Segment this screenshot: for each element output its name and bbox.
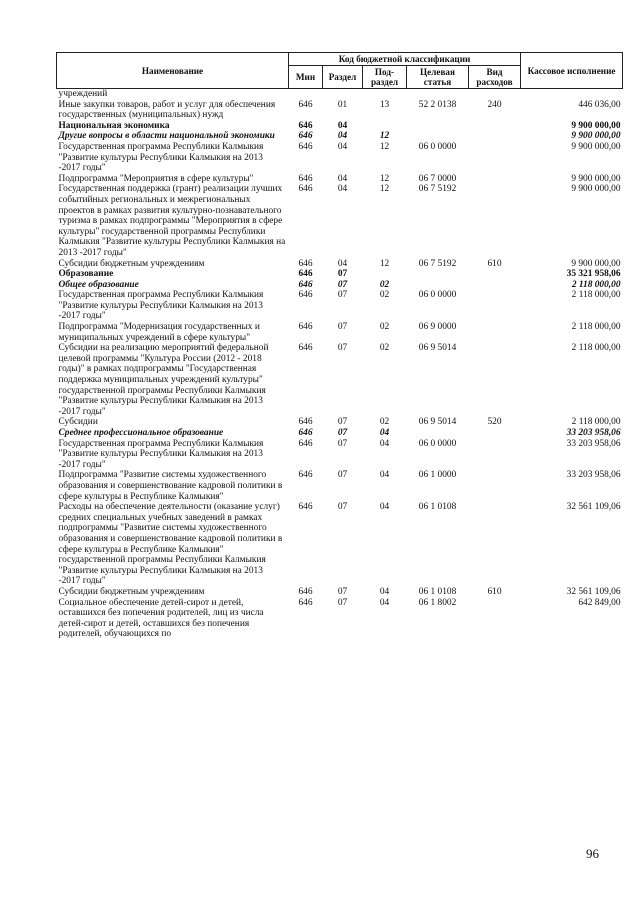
row-target: 06 9 0000	[418, 322, 457, 333]
table-row	[57, 417, 623, 428]
row-podrazdel: 12	[379, 131, 390, 142]
row-vid	[469, 184, 521, 258]
row-target: 06 1 0108	[418, 586, 457, 597]
row-razdel: 04	[337, 173, 348, 184]
row-name: Государственная поддержка (грант) реализации лучших событийных региональных и межрегиональных проектов в рамках развития культурно-познавательного туризма в рамках подпрограммы "Мероприятия в сфере культуры" государственной программы Республики Калмыкия "Развитие культуры Республики Калмыкия на 2013 -2017 годы"	[58, 184, 286, 258]
row-podrazdel: 13	[379, 99, 390, 110]
row-podrazdel: 12	[379, 258, 390, 269]
row-amount: 9 900 000,00	[571, 141, 621, 152]
row-vid: 240	[487, 99, 502, 110]
row-podrazdel: 04	[379, 470, 390, 481]
row-min: 646	[298, 120, 313, 131]
header-target: Целевая статья	[407, 66, 469, 89]
row-razdel: 07	[337, 597, 348, 608]
row-razdel: 04	[337, 184, 348, 195]
row-vid	[469, 439, 521, 471]
table-body	[57, 89, 623, 640]
row-name: Субсидии	[58, 417, 98, 428]
row-target	[407, 428, 469, 439]
row-name: Субсидии на реализацию мероприятий федеральной целевой программы "Культура России (2012 - 2018 годы)" в рамках подпрограммы "Государственная поддержка муниципальных учреждений культуры" государственной программы Республики Калмыкия "Развитие культуры Республики Калмыкия на 2013 -2017 годы"	[58, 343, 269, 417]
row-razdel: 07	[337, 269, 348, 280]
row-amount: 9 900 000,00	[571, 258, 621, 269]
row-podrazdel: 02	[379, 290, 390, 301]
table-row	[57, 290, 623, 322]
row-name: Среднее профессиональное образование	[58, 428, 224, 438]
row-target: 06 0 0000	[418, 438, 457, 449]
budget-table	[56, 52, 623, 640]
table-row	[57, 121, 623, 132]
row-min: 646	[298, 173, 313, 184]
row-min: 646	[298, 184, 313, 195]
row-min: 646	[298, 269, 313, 280]
row-vid	[469, 470, 521, 502]
table-row	[57, 439, 623, 471]
row-amount: 642 849,00	[578, 597, 621, 608]
header-name: Наименование	[57, 53, 289, 89]
row-target	[407, 269, 469, 280]
row-name: Государственная программа Республики Калмыкия "Развитие культуры Республики Калмыкия на 2013 -2017 годы"	[58, 141, 264, 174]
row-min: 646	[298, 279, 313, 290]
row-razdel: 04	[337, 141, 348, 152]
table-row	[57, 598, 623, 640]
table-row	[57, 428, 623, 439]
row-name: Общее образование	[58, 279, 139, 290]
row-vid	[469, 269, 521, 280]
table-row	[57, 343, 623, 417]
row-min: 646	[298, 290, 313, 301]
table-row	[57, 322, 623, 343]
table-row	[57, 259, 623, 270]
row-vid	[469, 131, 521, 142]
row-name: Социальное обеспечение детей-сирот и детей, оставшихся без попечения родителей, лиц из числа детей-сирот и детей, оставшихся без попечения родителей, обучающихся по	[58, 597, 264, 640]
row-min: 646	[298, 428, 313, 438]
row-target	[407, 131, 469, 142]
row-name: учреждений	[58, 89, 108, 99]
table-row	[57, 470, 623, 502]
row-min: 646	[298, 141, 313, 152]
row-podrazdel: 04	[379, 502, 390, 513]
row-vid	[469, 598, 521, 640]
row-name: Национальная экономика	[58, 120, 170, 131]
row-podrazdel: 12	[379, 173, 390, 184]
table-row	[57, 280, 623, 291]
table-row	[57, 174, 623, 185]
row-target: 06 7 5192	[418, 258, 457, 269]
row-vid	[469, 142, 521, 174]
row-razdel: 07	[337, 343, 348, 354]
table-row	[57, 142, 623, 174]
row-name: Другие вопросы в области национальной экономики	[58, 131, 275, 142]
row-min: 646	[298, 597, 313, 608]
row-podrazdel: 04	[379, 597, 390, 608]
row-razdel: 04	[337, 120, 348, 131]
row-razdel: 07	[337, 470, 348, 481]
row-name: Государственная программа Республики Калмыкия "Развитие культуры Республики Калмыкия на 2013 -2017 годы"	[58, 438, 264, 470]
row-podrazdel: 04	[379, 428, 390, 438]
row-podrazdel	[363, 121, 407, 132]
row-vid	[469, 121, 521, 132]
header-podrazdel: Под-раздел	[363, 66, 407, 89]
row-target: 52 2 0138	[418, 99, 457, 110]
row-amount: 2 118 000,00	[571, 290, 621, 301]
header-amount: Кассовое исполнение	[521, 53, 623, 89]
row-name: Подпрограмма "Мероприятия в сфере культуры"	[58, 173, 254, 184]
row-vid: 610	[487, 586, 502, 597]
row-razdel: 07	[337, 438, 348, 449]
row-podrazdel	[363, 89, 407, 100]
header-razdel: Раздел	[323, 66, 363, 89]
row-razdel: 07	[337, 322, 348, 333]
row-podrazdel: 02	[379, 417, 390, 428]
row-target	[407, 89, 469, 100]
row-min: 646	[298, 131, 313, 142]
row-razdel: 07	[337, 290, 348, 301]
row-name: Расходы на обеспечение деятельности (оказание услуг) средних специальных учебных заведений в рамках подпрограммы "Развитие системы художественного образования и совершенствование кадровой политики в сфере культуры в Республике Калмыкия" государственной программы Республики Калмыкия "Развитие культуры Республики Калмыкия на 2013 -2017 годы"	[58, 502, 283, 587]
row-amount: 2 118 000,00	[571, 279, 621, 290]
table-row	[57, 502, 623, 587]
row-name: Подпрограмма "Модернизация государственных и муниципальных учреждений в сфере культуры"	[58, 322, 260, 343]
row-target	[407, 121, 469, 132]
row-target: 06 0 0000	[418, 290, 457, 301]
row-amount: 33 203 958,06	[566, 438, 621, 449]
row-vid	[469, 428, 521, 439]
row-target: 06 7 0000	[418, 173, 457, 184]
row-min: 646	[298, 470, 313, 481]
row-min: 646	[298, 438, 313, 449]
row-amount: 33 203 958,06	[566, 470, 621, 481]
row-razdel	[323, 89, 363, 100]
table-row	[57, 100, 623, 121]
row-name: Субсидии бюджетным учреждениям	[58, 586, 205, 597]
row-vid	[469, 322, 521, 343]
row-amount: 9 900 000,00	[571, 173, 621, 184]
row-target: 06 0 0000	[418, 141, 457, 152]
row-target: 06 7 5192	[418, 184, 457, 195]
row-name: Подпрограмма "Развитие системы художественного образования и совершенствование кадровой политики в сфере культуры в Республике Калмыкия"	[58, 470, 283, 502]
header-min: Мин	[289, 66, 323, 89]
row-podrazdel: 12	[379, 184, 390, 195]
row-amount	[521, 89, 623, 100]
table-row	[57, 131, 623, 142]
row-name: Образование	[58, 269, 114, 280]
row-vid: 610	[487, 258, 502, 269]
row-podrazdel: 12	[379, 141, 390, 152]
header-code-group: Код бюджетной классификации	[289, 53, 521, 66]
table-row	[57, 269, 623, 280]
row-amount: 9 900 000,00	[571, 120, 621, 131]
row-name: Иные закупки товаров, работ и услуг для обеспечения государственных (муниципальных) нужд	[58, 99, 276, 121]
row-podrazdel	[363, 269, 407, 280]
row-min: 646	[298, 258, 313, 269]
row-podrazdel: 04	[379, 438, 390, 449]
row-amount: 2 118 000,00	[571, 322, 621, 333]
row-vid	[469, 89, 521, 100]
row-razdel: 04	[337, 258, 348, 269]
row-amount: 32 561 109,06	[566, 586, 621, 597]
row-vid	[469, 280, 521, 291]
row-vid	[469, 174, 521, 185]
row-vid: 520	[487, 417, 502, 428]
row-razdel: 01	[337, 99, 348, 110]
row-amount: 35 321 958,06	[566, 269, 621, 280]
table-header	[57, 53, 623, 89]
row-razdel: 07	[337, 586, 348, 597]
row-name: Субсидии бюджетным учреждениям	[58, 258, 205, 269]
row-amount: 9 900 000,00	[571, 184, 621, 195]
row-target	[407, 280, 469, 291]
row-amount: 2 118 000,00	[571, 417, 621, 428]
row-amount: 32 561 109,06	[566, 502, 621, 513]
row-amount: 33 203 958,06	[566, 428, 621, 438]
row-min: 646	[298, 343, 313, 354]
row-razdel: 07	[337, 428, 348, 438]
row-min: 646	[298, 99, 313, 110]
row-amount: 446 036,00	[578, 99, 621, 110]
row-target: 06 9 5014	[418, 343, 457, 354]
row-podrazdel: 02	[379, 322, 390, 333]
row-target: 06 1 0108	[418, 502, 457, 513]
row-podrazdel: 02	[379, 279, 390, 290]
row-min: 646	[298, 502, 313, 513]
table-row	[57, 184, 623, 258]
row-name: Государственная программа Республики Калмыкия "Развитие культуры Республики Калмыкия на 2013 -2017 годы"	[58, 290, 264, 322]
row-target: 06 1 8002	[418, 597, 457, 608]
row-podrazdel: 04	[379, 586, 390, 597]
row-min: 646	[298, 417, 313, 428]
row-target: 06 1 0000	[418, 470, 457, 481]
row-amount: 2 118 000,00	[571, 343, 621, 354]
table-row	[57, 587, 623, 598]
row-amount: 9 900 000,00	[571, 131, 621, 142]
header-vid: Вид расходов	[469, 66, 521, 89]
row-razdel: 07	[337, 502, 348, 513]
table-row	[57, 89, 623, 100]
row-target: 06 9 5014	[418, 417, 457, 428]
row-razdel: 07	[337, 279, 348, 290]
row-razdel: 07	[337, 417, 348, 428]
row-min: 646	[298, 586, 313, 597]
page-number: 96	[586, 846, 599, 861]
row-podrazdel: 02	[379, 343, 390, 354]
row-vid	[469, 343, 521, 417]
row-razdel: 04	[337, 131, 348, 142]
row-vid	[469, 502, 521, 587]
row-min	[289, 89, 323, 100]
row-min: 646	[298, 322, 313, 333]
row-vid	[469, 290, 521, 322]
